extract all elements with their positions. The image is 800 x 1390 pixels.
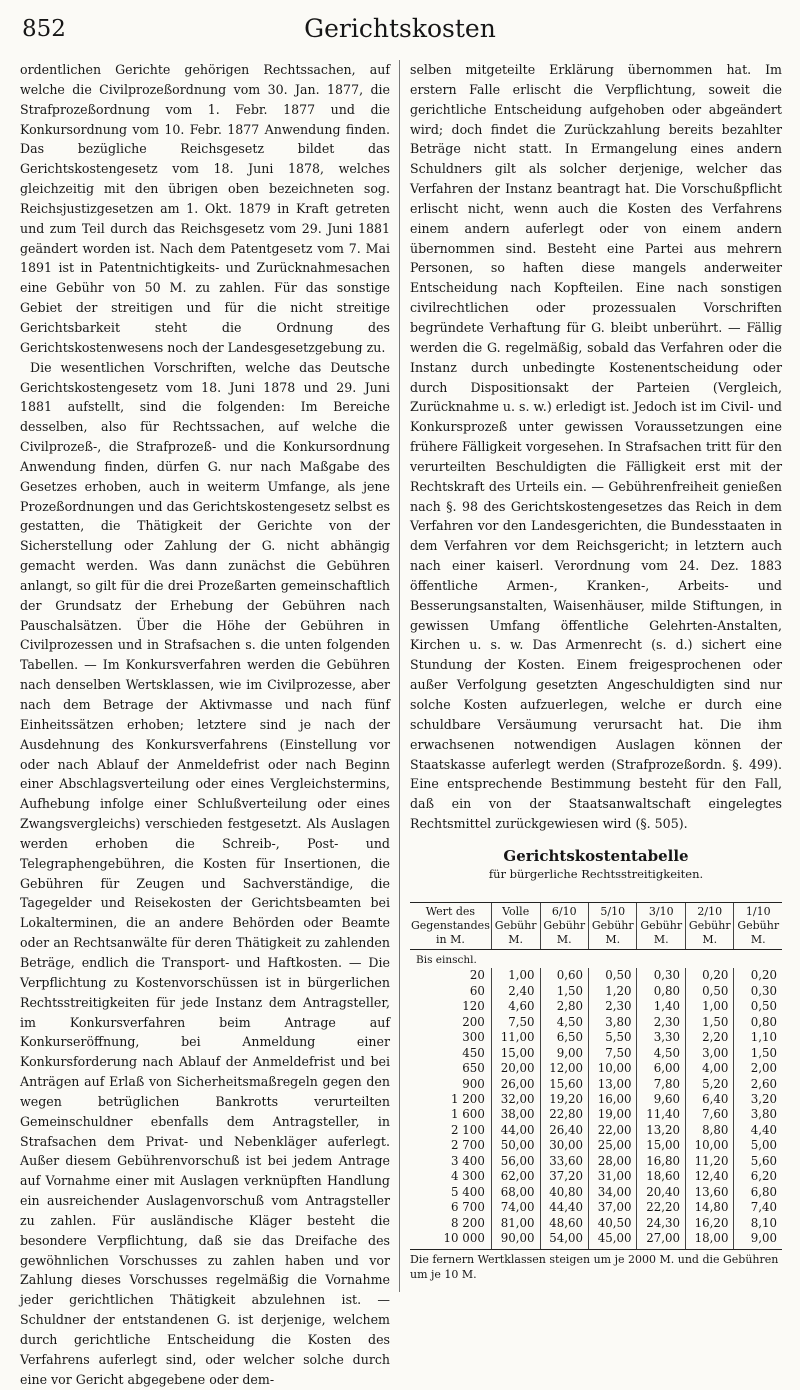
value-cell: 1 200 [451,1091,485,1106]
fee-cell: 6,80 [734,1185,782,1200]
fee-cell: 22,00 [589,1123,637,1138]
fee-cell: 9,00 [540,1046,588,1061]
value-cell: 300 [462,1030,485,1045]
table-title: Gerichtskostentabelle [503,846,689,865]
value-cell: 2 100 [451,1122,485,1137]
value-cell: 6 700 [451,1200,485,1215]
column-header: 5/10 Gebühr M. [589,902,637,949]
value-cell: 20 [469,968,485,983]
fee-cell: 19,00 [589,1107,637,1122]
fee-cell: 30,00 [540,1138,588,1153]
fee-cell: 10,00 [589,1061,637,1076]
fee-cell: 24,30 [637,1216,685,1231]
fee-cell: 0,50 [734,999,782,1014]
fee-cell: 27,00 [637,1231,685,1249]
fee-cell: 20,40 [637,1185,685,1200]
first-row-prefix: Bis einschl. [416,953,477,966]
fee-cell: 2,00 [734,1061,782,1076]
table-row [410,1092,782,1107]
value-cell: 450 [462,1045,485,1060]
fee-cell: 5,00 [734,1138,782,1153]
fee-cell: 16,00 [589,1092,637,1107]
fee-cell: 16,20 [685,1216,733,1231]
fee-cell: 18,00 [685,1231,733,1249]
fee-cell: 10,00 [685,1138,733,1153]
column-header: Wert des Gegenstandes in M. [410,902,491,949]
table-row [410,1216,782,1231]
table-header-row [410,902,782,949]
fee-cell: 0,50 [589,968,637,983]
fee-cell: 1,20 [589,984,637,999]
fee-cell: 12,40 [685,1169,733,1184]
left-column [20,60,390,1390]
fee-cell: 62,00 [491,1169,540,1184]
column-header: 1/10 Gebühr M. [734,902,782,949]
fee-cell: 18,60 [637,1169,685,1184]
table-row [410,1107,782,1122]
table-row [410,1200,782,1215]
value-cell: 2 700 [451,1138,485,1153]
fee-cell: 1,50 [540,984,588,999]
fee-cell: 7,80 [637,1077,685,1092]
fee-cell: 14,80 [685,1200,733,1215]
fee-cell: 3,30 [637,1030,685,1045]
fee-cell: 15,60 [540,1077,588,1092]
fee-cell: 48,60 [540,1216,588,1231]
table-row [410,1123,782,1138]
fee-cell: 7,60 [685,1107,733,1122]
value-cell: 900 [462,1076,485,1091]
fee-cell: 6,00 [637,1061,685,1076]
fee-cell: 81,00 [491,1216,540,1231]
fee-cell: 2,30 [637,1015,685,1030]
table-subtitle: für bürgerliche Rechtsstreitigkeiten. [488,866,704,881]
value-cell: 5 400 [451,1184,485,1199]
fee-cell: 13,00 [589,1077,637,1092]
fee-cell: 3,80 [734,1107,782,1122]
value-cell: 3 400 [451,1153,485,1168]
fee-cell: 2,80 [540,999,588,1014]
table-row [410,1077,782,1092]
fee-cell: 15,00 [637,1138,685,1153]
fee-cell: 8,10 [734,1216,782,1231]
fee-cell: 1,50 [734,1046,782,1061]
fee-cell: 38,00 [491,1107,540,1122]
table-row [410,1169,782,1184]
fee-cell: 54,00 [540,1231,588,1249]
fee-cell: 56,00 [491,1154,540,1169]
fee-cell: 11,20 [685,1154,733,1169]
fee-cell: 16,80 [637,1154,685,1169]
table-row [410,1185,782,1200]
page-header [22,10,778,46]
column-header: Volle Gebühr M. [491,902,540,949]
fee-cell: 3,80 [589,1015,637,1030]
fee-cell: 2,30 [589,999,637,1014]
value-cell: 8 200 [451,1215,485,1230]
fee-cell: 22,80 [540,1107,588,1122]
right-column [410,60,782,1282]
value-cell: 650 [462,1061,485,1076]
fee-cell: 37,00 [589,1200,637,1215]
fee-cell: 1,00 [491,968,540,983]
fee-cell: 0,30 [637,968,685,983]
fee-cell: 8,80 [685,1123,733,1138]
fee-cell: 3,00 [685,1046,733,1061]
column-header: 2/10 Gebühr M. [685,902,733,949]
fee-cell: 34,00 [589,1185,637,1200]
table-row [410,1061,782,1076]
fee-cell: 0,80 [637,984,685,999]
fee-cell: 12,00 [540,1061,588,1076]
fee-cell: 50,00 [491,1138,540,1153]
value-cell: 120 [462,999,485,1014]
table-row [410,1046,782,1061]
fee-cell: 6,20 [734,1169,782,1184]
running-title: Gerichtskosten [304,14,496,43]
fee-cell: 31,00 [589,1169,637,1184]
fee-cell: 5,20 [685,1077,733,1092]
fee-cell: 7,50 [491,1015,540,1030]
value-cell: 4 300 [451,1169,485,1184]
fee-cell: 0,60 [540,968,588,983]
table-row [410,1015,782,1030]
fee-cell: 90,00 [491,1231,540,1249]
fee-cell: 4,50 [637,1046,685,1061]
fee-table [410,902,782,1250]
fee-cell: 0,80 [734,1015,782,1030]
value-cell: 200 [462,1014,485,1029]
fee-cell: 68,00 [491,1185,540,1200]
column-header: 3/10 Gebühr M. [637,902,685,949]
fee-cell: 3,20 [734,1092,782,1107]
fee-cell: 5,50 [589,1030,637,1045]
fee-cell: 26,00 [491,1077,540,1092]
fee-cell: 1,40 [637,999,685,1014]
fee-cell: 25,00 [589,1138,637,1153]
fee-cell: 1,00 [685,999,733,1014]
table-row [410,1138,782,1153]
table-row [410,999,782,1014]
fee-cell: 0,30 [734,984,782,999]
fee-cell: 6,50 [540,1030,588,1045]
table-row [410,968,782,983]
fee-cell: 7,50 [589,1046,637,1061]
table-row [410,949,782,968]
value-cell: 1 600 [451,1107,485,1122]
fee-cell: 28,00 [589,1154,637,1169]
fee-cell: 13,20 [637,1123,685,1138]
fee-cell: 37,20 [540,1169,588,1184]
fee-cell: 0,50 [685,984,733,999]
table-row [410,984,782,999]
table-row [410,1030,782,1045]
fee-cell: 26,40 [540,1123,588,1138]
fee-cell: 2,40 [491,984,540,999]
fee-cell: 44,00 [491,1123,540,1138]
fee-cell: 2,60 [734,1077,782,1092]
fee-cell: 9,00 [734,1231,782,1249]
table-row [410,1154,782,1169]
paragraph: ordentlichen Gerichte gehörigen Rechtssachen, auf welche die Civilprozeßordnung vom 30. Jan. 1877, die Strafprozeßordnung vom 1. Febr. 1877 und die Konkursordnung vom 10. Febr. 1877 Anwendung finden. Das bezügliche Reichsgesetz bildet das Gerichtskostengesetz vom 18. Juni 1878, welches gleichzeitig mit den übrigen oben bezeichneten sog. Reichsjustizgesetzen am 1. Okt. 1879 in Kraft getreten und zum Teil durch das Reichsgesetz vom 29. Juni 1881 geändert worden ist. Nach dem Patentgesetz vom 7. Mai 1891 ist in Patentnichtigkeits- und Zurücknahmesachen eine Gebühr von 50 M. zu zahlen. Für das sonstige Gebiet der streitigen und für die nicht streitige Gerichtsbarkeit steht die Ordnung des Gerichtskostenwesens noch der Landesgesetzgebung zu. [20,62,390,355]
value-cell: 60 [469,983,485,998]
column-divider [399,60,400,1292]
page-number: 852 [22,16,66,42]
fee-cell: 44,40 [540,1200,588,1215]
column-header: 6/10 Gebühr M. [540,902,588,949]
fee-cell: 6,40 [685,1092,733,1107]
paragraph: Die wesentlichen Vorschriften, welche das Deutsche Gerichtskostengesetz vom 18. Juni 1878 und 29. Juni 1881 aufstellt, sind die folgenden: Im Bereiche desselben, also für Rechtssachen, auf welche die Civilprozeß-, die Strafprozeß- und die Konkursordnung Anwendung finden, dürfen G. nur nach Maßgabe des Gesetzes erhoben, auch in weiterm Umfange, als jene Prozeßordnungen und das Gerichtskostengesetz selbst es gestatten, die Thätigkeit der Gerichte von der Sicherstellung oder Zahlung der G. nicht abhängig gemacht werden. Was dann zunächst die Gebühren anlangt, so gilt für die drei Prozeßarten gemeinschaftlich der Grundsatz der Erhebung der Gebühren nach Pauschalsätzen. Über die Höhe der Gebühren in Civilprozessen und in Strafsachen s. die unten folgenden Tabellen. — Im Konkursverfahren werden die Gebühren nach denselben Wertsklassen, wie im Civilprozesse, aber nach dem Betrage der Aktivmasse und nach fünf Einheitssätzen erhoben; letztere sind je nach der Ausdehnung des Konkursverfahrens (Einstellung vor oder nach Ablauf der Anmeldefrist oder nach Beginn einer Abschlagsverteilung oder eines Vergleichstermins, Aufhebung infolge einer Schlußverteilung oder eines Zwangsvergleichs) verschieden festgesetzt. Als Auslagen werden erhoben die Schreib-, Post- und Telegraphengebühren, die Kosten für Insertionen, die Gebühren für Zeugen und Sachverständige, die Tagegelder und Reisekosten der Gerichtsbeamten bei Lokalterminen, die an andere Behörden oder Beamte oder an Rechtsanwälte für deren Thätigkeit zu zahlenden Beträge, endlich die Transport- und Haftkosten. — Die Verpflichtung zu Kostenvorschüssen ist in bürgerlichen Rechtsstreitigkeiten für jede Instanz dem Antragsteller, im Konkursverfahren beim Antrage auf Konkurseröffnung, bei Anmeldung einer Konkursforderung nach Ablauf der Anmeldefrist und bei Anträgen auf Erlaß von Sicherheitsmaßregeln gegen den wegen betrüglichen Bankrotts verurteilten Gemeinschuldner ebenfalls dem Antragsteller, in Strafsachen dem Privat- und Nebenkläger auferlegt. Außer diesem Gebührenvorschuß ist bei jedem Antrage auf Vornahme einer mit Auslagen verknüpften Handlung ein ausreichender Auslagenvorschuß vom Antragsteller zu zahlen. Für ausländische Kläger besteht die besondere Verpflichtung, daß sie das Dreifache des gewöhnlichen Vorschusses zu zahlen haben und vor Zahlung dieses Vorschusses regelmäßig die Vornahme jeder gerichtlichen Thätigkeit abzulehnen ist. — Schuldner der entstandenen G. ist derjenige, welchem durch gerichtliche Entscheidung die Kosten des Verfahrens auferlegt sind, oder welcher solche durch eine vor Gericht abgegebene oder dem- [20,359,390,1387]
table-row [410,1231,782,1249]
fee-cell: 32,00 [491,1092,540,1107]
fee-cell: 5,60 [734,1154,782,1169]
fee-cell: 4,00 [685,1061,733,1076]
fee-cell: 40,80 [540,1185,588,1200]
fee-cell: 19,20 [540,1092,588,1107]
fee-cell: 1,50 [685,1015,733,1030]
fee-cell: 33,60 [540,1154,588,1169]
fee-cell: 40,50 [589,1216,637,1231]
fee-cell: 2,20 [685,1030,733,1045]
fee-cell: 0,20 [734,968,782,983]
fee-cell: 11,40 [637,1107,685,1122]
fee-cell: 1,10 [734,1030,782,1045]
value-cell: 10 000 [410,1231,491,1249]
fee-cell: 4,40 [734,1123,782,1138]
fee-cell: 4,60 [491,999,540,1014]
fee-cell: 0,20 [685,968,733,983]
fee-cell: 9,60 [637,1092,685,1107]
fee-cell: 4,50 [540,1015,588,1030]
fee-cell: 45,00 [589,1231,637,1249]
fee-cell: 13,60 [685,1185,733,1200]
fee-cell: 20,00 [491,1061,540,1076]
fee-cell: 11,00 [491,1030,540,1045]
fee-cell: 7,40 [734,1200,782,1215]
table-footnote: Die fernern Wertklassen steigen um je 2000 M. und die Gebühren um je 10 M. [410,1252,779,1281]
paragraph: selben mitgeteilte Erklärung übernommen hat. Im erstern Falle erlischt die Verpflichtung, soweit die gerichtliche Entscheidung aufgehoben oder abgeändert wird; doch findet die Zurückzahlung bereits bezahlter Beträge nicht statt. In Ermangelung eines andern Schuldners gilt als solcher derjenige, welcher das Verfahren der Instanz beantragt hat. Die Vorschußpflicht erlischt nicht, wenn auch die Kosten des Verfahrens einem andern auferlegt oder von einem andern übernommen sind. Besteht eine Partei aus mehrern Personen, so haften diese mangels anderweiter Entscheidung nach Kopfteilen. Eine nach sonstigen civilrechtlichen oder prozessualen Vorschriften begründete Verhaftung für G. bleibt unberührt. — Fällig werden die G. regelmäßig, sobald das Verfahren oder die Instanz durch unbedingte Kostenentscheidung oder durch Dispositionsakt der Parteien (Vergleich, Zurücknahme u. s. w.) erledigt ist. Jedoch ist im Civil- und Konkursprozeß unter gewissen Voraussetzungen eine frühere Fälligkeit vorgesehen. In Strafsachen tritt für den verurteilten Beschuldigten die Fälligkeit erst mit der Rechtskraft des Urteils ein. — Gebührenfreiheit genießen nach §. 98 des Gerichtskostengesetzes das Reich in dem Verfahren vor den Landesgerichten, die Bundesstaaten in dem Verfahren vor dem Reichsgericht; in letztern auch nach einer kaiserl. Verordnung vom 24. Dez. 1883 öffentliche Armen-, Kranken-, Arbeits- und Besserungsanstalten, Waisenhäuser, milde Stiftungen, in gewissen Umfang öffentliche Gelehrten-Anstalten, Kirchen u. s. w. Das Armenrecht (s. d.) sichert eine Stundung der Kosten. Einem freigesprochenen oder außer Verfolgung gesetzten Angeschuldigten sind nur solche Kosten aufzuerlegen, welche er durch eine schuldbare Versäumung verursacht hat. Die ihm erwachsenen notwendigen Auslagen können der Staatskasse auferlegt werden (Strafprozeßordn. §. 499). Eine entsprechende Bestimmung besteht für den Fall, daß ein von der Staatsanwaltschaft eingelegtes Rechtsmittel zurückgewiesen wird (§. 505). [410,62,782,832]
fee-cell: 22,20 [637,1200,685,1215]
fee-cell: 74,00 [491,1200,540,1215]
table-body [410,949,782,1249]
fee-cell: 15,00 [491,1046,540,1061]
